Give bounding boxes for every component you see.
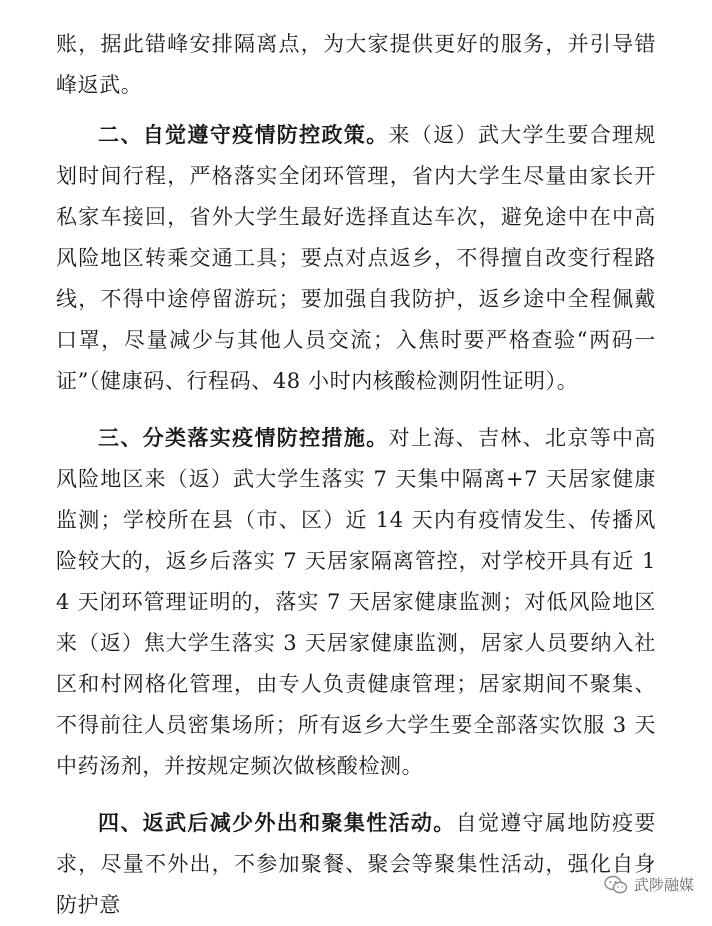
paragraph-text: 账，据此错峰安排隔离点，为大家提供更好的服务，并引导错峰返武。 xyxy=(56,32,656,97)
section-heading: 三、分类落实疫情防控措施。 xyxy=(98,426,389,450)
wechat-icon xyxy=(604,875,628,895)
paragraph-text: 对上海、吉林、北京等中高风险地区来（返）武大学生落实 7 天集中隔离+7 天居家健康监测；学校所在县（市、区）近 14 天内有疫情发生、传播风险较大的，返乡后落实 7 天居家隔离管控，对学校开具有近 14 天闭环管理证明的，落实 7 天居家健康监测；对低风险地区来（返）焦大学生落实 3 天居家健康监测，居家人员要纳入社区和村网格化管理，由专人负责健康管理；居家期间不聚集、不得前往人员密集场所；所有返乡大学生要全部落实饮服 3 天中药汤剂，并按规定频次做核酸检测。 xyxy=(56,426,656,778)
paragraph-text: 自觉遵守属地防疫要求，尽量不外出，不参加聚餐、聚会等聚集性活动，强化自身防护意 xyxy=(56,811,656,917)
watermark-label: 武陟融媒 xyxy=(633,876,694,894)
paragraph-section-3 xyxy=(56,418,656,787)
paragraph-text: 来（返）武大学生要合理规划时间行程，严格落实全闭环管理，省内大学生尽量由家长开私家车接回，省外大学生最好选择直达车次，避免途中在中高风险地区转乘交通工具；要点对点返乡，不得擅自改变行程路线，不得中途停留游玩；要加强自我防护，返乡途中全程佩戴口罩，尽量减少与其他人员交流；入焦时要严格查验“两码一证”（健康码、行程码、48 小时内核酸检测阴性证明）。 xyxy=(56,123,656,393)
paragraph-section-2 xyxy=(56,115,656,402)
paragraph-continuation xyxy=(56,24,656,106)
section-heading: 四、返武后减少外出和聚集性活动。 xyxy=(98,811,456,835)
section-heading: 二、自觉遵守疫情防控政策。 xyxy=(98,123,389,147)
paragraph-section-4 xyxy=(56,803,656,926)
watermark xyxy=(604,874,694,895)
